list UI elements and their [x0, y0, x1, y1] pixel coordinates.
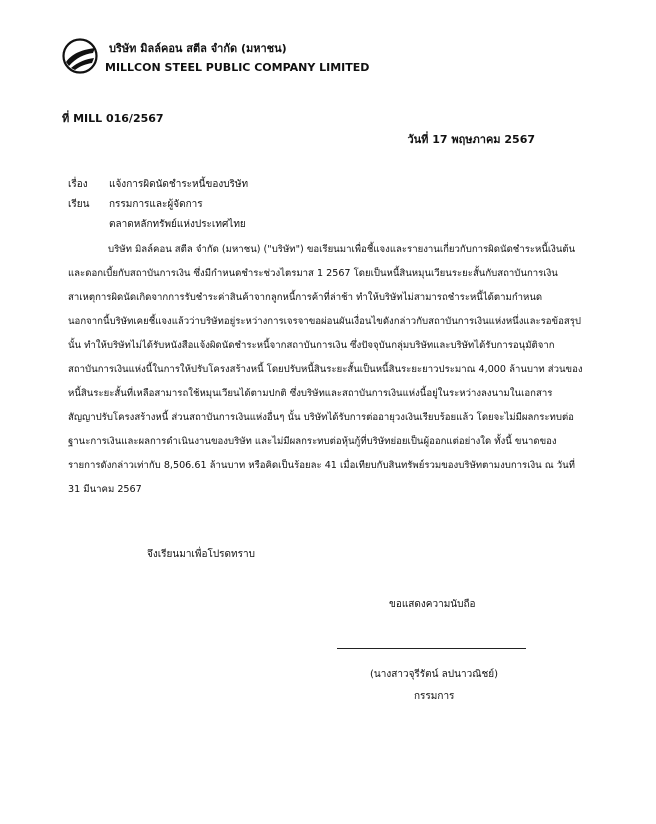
company-name-english: MILLCON STEEL PUBLIC COMPANY LIMITED	[105, 61, 370, 74]
body-line: สาเหตุการผิดนัดเกิดจากการรับชำระค่าสินค้าจากลูกหนี้การค้าที่ล่าช้า ทำให้บริษัทไม่สามารถชำระหนี้ได้ตามกำหนด	[68, 292, 543, 303]
subject-value: แจ้งการผิดนัดชำระหนี้ของบริษัท	[109, 179, 249, 190]
signature-line	[337, 648, 526, 649]
body-line: และดอกเบี้ยกับสถาบันการเงิน ซึ่งมีกำหนดชำระช่วงไตรมาส 1 2567 โดยเป็นหนี้สินหมุนเวียนระยะสั้นกับสถาบันการเงิน	[68, 268, 558, 279]
recipient-line-2: ตลาดหลักทรัพย์แห่งประเทศไทย	[109, 219, 246, 230]
signatory-name: (นางสาวจุรีรัตน์ ลปนาวณิชย์)	[370, 669, 499, 680]
subject-label: เรื่อง	[68, 179, 88, 190]
reference-number: ที่ MILL 016/2567	[62, 112, 164, 125]
body-line: นอกจากนี้บริษัทเคยชี้แจงแล้วว่าบริษัทอยู่ระหว่างการเจรจาขอผ่อนผันเงื่อนไขดังกล่าวกับสถาบันการเงินแห่งหนึ่งและรอข้อสรุป	[68, 316, 581, 327]
closing-text: จึงเรียนมาเพื่อโปรดทราบ	[147, 549, 255, 560]
body-line: บริษัท มิลล์คอน สตีล จำกัด (มหาชน) ("บริษัท") ขอเรียนมาเพื่อชี้แจงและรายงานเกี่ยวกับการผิดนัดชำระหนี้เงินต้น	[108, 244, 576, 255]
signatory-position: กรรมการ	[414, 691, 455, 702]
body-line: นั้น ทำให้บริษัทไม่ได้รับหนังสือแจ้งผิดนัดชำระหนี้จากสถาบันการเงิน ซึ่งปัจจุบันกลุ่มบริษัทและบริษัทได้รับการอนุมัติจาก	[68, 340, 555, 351]
recipient-line-1: กรรมการและผู้จัดการ	[109, 199, 203, 210]
company-logo-icon	[62, 38, 98, 74]
body-line: ฐานะการเงินและผลการดำเนินงานของบริษัท และไม่มีผลกระทบต่อหุ้นกู้ที่บริษัทย่อยเป็นผู้ออกแต่อย่างใด ทั้งนี้ ขนาดของ	[68, 436, 557, 447]
body-line: หนี้สินระยะสั้นที่เหลือสามารถใช้หมุนเวียนได้ตามปกติ ซึ่งบริษัทและสถาบันการเงินแห่งนี้อยู่ในระหว่างลงนามในเอกสาร	[68, 388, 553, 399]
respect-text: ขอแสดงความนับถือ	[389, 599, 476, 610]
recipient-label: เรียน	[68, 199, 90, 210]
body-line: รายการดังกล่าวเท่ากับ 8,506.61 ล้านบาท หรือคิดเป็นร้อยละ 41 เมื่อเทียบกับสินทรัพย์รวมของบริษัทตามงบการเงิน ณ วันที่	[68, 460, 575, 471]
company-name-thai: บริษัท มิลล์คอน สตีล จำกัด (มหาชน)	[109, 42, 287, 55]
body-line: สัญญาปรับโครงสร้างหนี้ ส่วนสถาบันการเงินแห่งอื่นๆ นั้น บริษัทได้รับการต่ออายุวงเงินเรียบร้อยแล้ว โดยจะไม่มีผลกระทบต่อ	[68, 412, 574, 423]
letter-date: วันที่ 17 พฤษภาคม 2567	[407, 133, 535, 146]
body-line: 31 มีนาคม 2567	[68, 484, 142, 495]
body-line: สถาบันการเงินแห่งนี้ในการให้ปรับโครงสร้างหนี้ โดยปรับหนี้สินระยะสั้นเป็นหนี้สินระยะยาวประมาณ 4,000 ล้านบาท ส่วนของ	[68, 364, 583, 375]
